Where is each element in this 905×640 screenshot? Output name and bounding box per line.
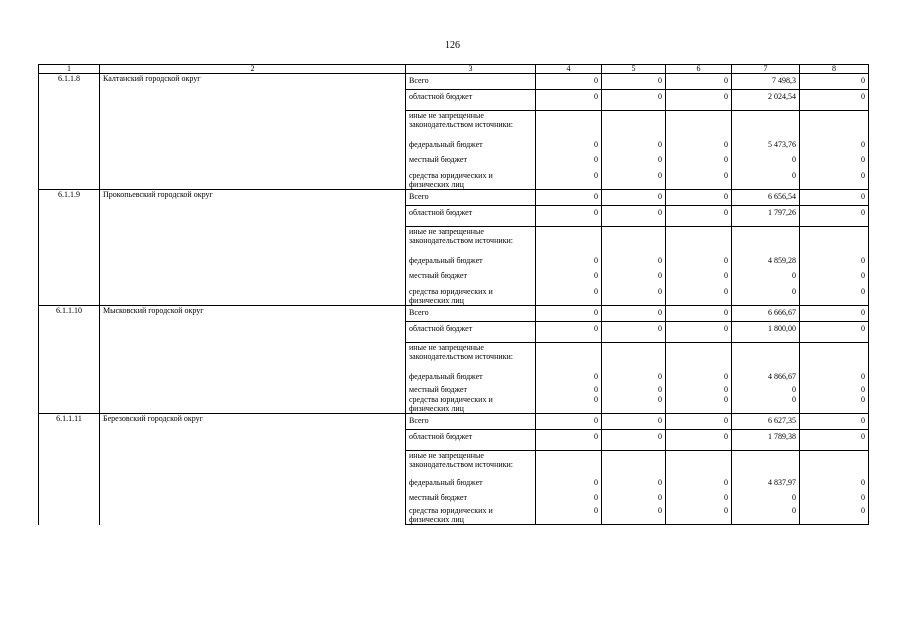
value-cell: 0 xyxy=(800,370,869,385)
value-cell xyxy=(666,343,732,371)
value-cell: 0 xyxy=(800,138,869,153)
funding-source-label: местный бюджет xyxy=(406,269,536,287)
funding-source-label: иные не запрещенные законодательством источники: xyxy=(406,227,536,255)
value-cell: 0 xyxy=(602,269,666,287)
value-cell: 0 xyxy=(732,506,800,525)
value-cell: 0 xyxy=(536,206,602,227)
value-cell: 0 xyxy=(602,491,666,506)
value-cell xyxy=(602,451,666,479)
value-cell: 0 xyxy=(732,171,800,190)
value-cell xyxy=(800,227,869,255)
item-code: 6.1.1.10 xyxy=(39,306,100,414)
table-row xyxy=(39,190,869,206)
value-cell: 0 xyxy=(800,171,869,190)
value-cell: 0 xyxy=(666,287,732,306)
column-number-row xyxy=(39,65,869,74)
value-cell xyxy=(602,343,666,371)
funding-source-label: областной бюджет xyxy=(406,206,536,227)
value-cell: 0 xyxy=(800,306,869,322)
value-cell: 0 xyxy=(800,190,869,206)
column-header: 8 xyxy=(800,65,869,74)
value-cell: 0 xyxy=(666,322,732,343)
table-row xyxy=(39,414,869,430)
value-cell: 0 xyxy=(666,90,732,111)
value-cell: 0 xyxy=(536,254,602,269)
table-body xyxy=(39,74,869,525)
value-cell: 2 024,54 xyxy=(732,90,800,111)
column-header: 4 xyxy=(536,65,602,74)
value-cell: 1 797,26 xyxy=(732,206,800,227)
value-cell: 0 xyxy=(800,287,869,306)
funding-source-label: местный бюджет xyxy=(406,153,536,171)
item-code: 6.1.1.9 xyxy=(39,190,100,306)
item-code: 6.1.1.8 xyxy=(39,74,100,190)
value-cell: 0 xyxy=(666,414,732,430)
value-cell: 0 xyxy=(536,478,602,491)
budget-table xyxy=(38,64,869,525)
value-cell: 0 xyxy=(732,287,800,306)
item-code: 6.1.1.11 xyxy=(39,414,100,525)
municipality-name: Березовский городской округ xyxy=(100,414,406,525)
value-cell: 0 xyxy=(732,491,800,506)
value-cell: 0 xyxy=(800,269,869,287)
value-cell: 6 666,67 xyxy=(732,306,800,322)
value-cell: 0 xyxy=(800,254,869,269)
value-cell xyxy=(800,451,869,479)
value-cell xyxy=(602,111,666,139)
value-cell: 0 xyxy=(800,395,869,414)
value-cell: 0 xyxy=(666,269,732,287)
value-cell xyxy=(602,227,666,255)
funding-source-label: средства юридических и физических лиц xyxy=(406,395,536,414)
value-cell: 0 xyxy=(732,385,800,395)
municipality-name: Калтанский городской округ xyxy=(100,74,406,190)
value-cell: 0 xyxy=(800,74,869,90)
column-header: 5 xyxy=(602,65,666,74)
value-cell: 0 xyxy=(666,206,732,227)
value-cell: 0 xyxy=(800,430,869,451)
funding-source-label: областной бюджет xyxy=(406,322,536,343)
funding-source-label: федеральный бюджет xyxy=(406,370,536,385)
value-cell: 0 xyxy=(536,506,602,525)
value-cell: 0 xyxy=(602,206,666,227)
value-cell: 0 xyxy=(602,171,666,190)
value-cell: 0 xyxy=(800,153,869,171)
value-cell: 6 627,35 xyxy=(732,414,800,430)
column-header: 1 xyxy=(39,65,100,74)
funding-source-label: местный бюджет xyxy=(406,491,536,506)
value-cell: 0 xyxy=(666,138,732,153)
value-cell: 0 xyxy=(536,322,602,343)
value-cell: 0 xyxy=(666,306,732,322)
value-cell: 1 789,38 xyxy=(732,430,800,451)
value-cell: 0 xyxy=(602,478,666,491)
value-cell: 0 xyxy=(536,491,602,506)
value-cell xyxy=(666,227,732,255)
funding-source-label: Всего xyxy=(406,74,536,90)
funding-source-label: средства юридических и физических лиц xyxy=(406,287,536,306)
value-cell: 0 xyxy=(732,153,800,171)
value-cell: 0 xyxy=(536,430,602,451)
value-cell xyxy=(536,227,602,255)
value-cell: 5 473,76 xyxy=(732,138,800,153)
funding-source-label: иные не запрещенные законодательством источники: xyxy=(406,343,536,371)
value-cell: 0 xyxy=(536,385,602,395)
value-cell: 0 xyxy=(536,370,602,385)
value-cell: 0 xyxy=(536,74,602,90)
value-cell: 0 xyxy=(602,254,666,269)
value-cell: 0 xyxy=(602,306,666,322)
value-cell: 0 xyxy=(536,287,602,306)
value-cell: 0 xyxy=(536,306,602,322)
value-cell xyxy=(732,111,800,139)
value-cell: 0 xyxy=(602,138,666,153)
value-cell: 1 800,00 xyxy=(732,322,800,343)
value-cell: 0 xyxy=(800,322,869,343)
value-cell xyxy=(536,343,602,371)
value-cell: 0 xyxy=(602,190,666,206)
value-cell: 0 xyxy=(732,395,800,414)
table-row xyxy=(39,306,869,322)
value-cell: 0 xyxy=(602,90,666,111)
value-cell: 0 xyxy=(666,370,732,385)
value-cell: 0 xyxy=(666,190,732,206)
funding-source-label: областной бюджет xyxy=(406,430,536,451)
value-cell: 0 xyxy=(536,171,602,190)
funding-source-label: Всего xyxy=(406,190,536,206)
value-cell: 0 xyxy=(666,506,732,525)
municipality-name: Прокопьевский городской округ xyxy=(100,190,406,306)
value-cell: 7 498,3 xyxy=(732,74,800,90)
value-cell xyxy=(536,451,602,479)
value-cell: 0 xyxy=(602,74,666,90)
funding-source-label: иные не запрещенные законодательством источники: xyxy=(406,111,536,139)
value-cell: 0 xyxy=(732,269,800,287)
value-cell: 0 xyxy=(800,414,869,430)
value-cell: 0 xyxy=(536,190,602,206)
value-cell: 0 xyxy=(602,414,666,430)
funding-source-label: иные не запрещенные законодательством источники: xyxy=(406,451,536,479)
table-row xyxy=(39,74,869,90)
value-cell: 0 xyxy=(800,206,869,227)
value-cell: 0 xyxy=(666,491,732,506)
value-cell: 0 xyxy=(800,385,869,395)
value-cell xyxy=(666,451,732,479)
funding-source-label: Всего xyxy=(406,414,536,430)
value-cell: 0 xyxy=(536,414,602,430)
funding-source-label: федеральный бюджет xyxy=(406,138,536,153)
value-cell: 0 xyxy=(800,478,869,491)
value-cell: 0 xyxy=(602,153,666,171)
value-cell: 6 656,54 xyxy=(732,190,800,206)
value-cell: 0 xyxy=(536,138,602,153)
value-cell: 0 xyxy=(536,395,602,414)
funding-source-label: местный бюджет xyxy=(406,385,536,395)
funding-source-label: федеральный бюджет xyxy=(406,478,536,491)
value-cell: 0 xyxy=(800,491,869,506)
column-header: 6 xyxy=(666,65,732,74)
value-cell: 0 xyxy=(666,153,732,171)
value-cell: 0 xyxy=(800,506,869,525)
funding-source-label: областной бюджет xyxy=(406,90,536,111)
value-cell: 0 xyxy=(602,430,666,451)
value-cell xyxy=(666,111,732,139)
value-cell: 0 xyxy=(666,430,732,451)
value-cell: 4 837,97 xyxy=(732,478,800,491)
value-cell: 0 xyxy=(602,322,666,343)
value-cell: 0 xyxy=(536,153,602,171)
value-cell: 0 xyxy=(602,287,666,306)
value-cell xyxy=(800,111,869,139)
value-cell xyxy=(732,343,800,371)
funding-source-label: средства юридических и физических лиц xyxy=(406,506,536,525)
value-cell: 4 859,28 xyxy=(732,254,800,269)
value-cell: 0 xyxy=(666,395,732,414)
value-cell xyxy=(732,451,800,479)
page-number: 126 xyxy=(445,40,460,51)
value-cell xyxy=(800,343,869,371)
column-header: 7 xyxy=(732,65,800,74)
value-cell: 0 xyxy=(800,90,869,111)
funding-source-label: Всего xyxy=(406,306,536,322)
value-cell: 4 866,67 xyxy=(732,370,800,385)
funding-source-label: федеральный бюджет xyxy=(406,254,536,269)
value-cell xyxy=(536,111,602,139)
value-cell: 0 xyxy=(602,370,666,385)
value-cell: 0 xyxy=(666,385,732,395)
value-cell: 0 xyxy=(536,90,602,111)
column-header: 3 xyxy=(406,65,536,74)
municipality-name: Мысковский городской округ xyxy=(100,306,406,414)
value-cell: 0 xyxy=(666,74,732,90)
column-header: 2 xyxy=(100,65,406,74)
value-cell: 0 xyxy=(666,478,732,491)
value-cell: 0 xyxy=(666,171,732,190)
funding-source-label: средства юридических и физических лиц xyxy=(406,171,536,190)
value-cell: 0 xyxy=(666,254,732,269)
value-cell: 0 xyxy=(536,269,602,287)
value-cell: 0 xyxy=(602,385,666,395)
value-cell xyxy=(732,227,800,255)
value-cell: 0 xyxy=(602,506,666,525)
value-cell: 0 xyxy=(602,395,666,414)
